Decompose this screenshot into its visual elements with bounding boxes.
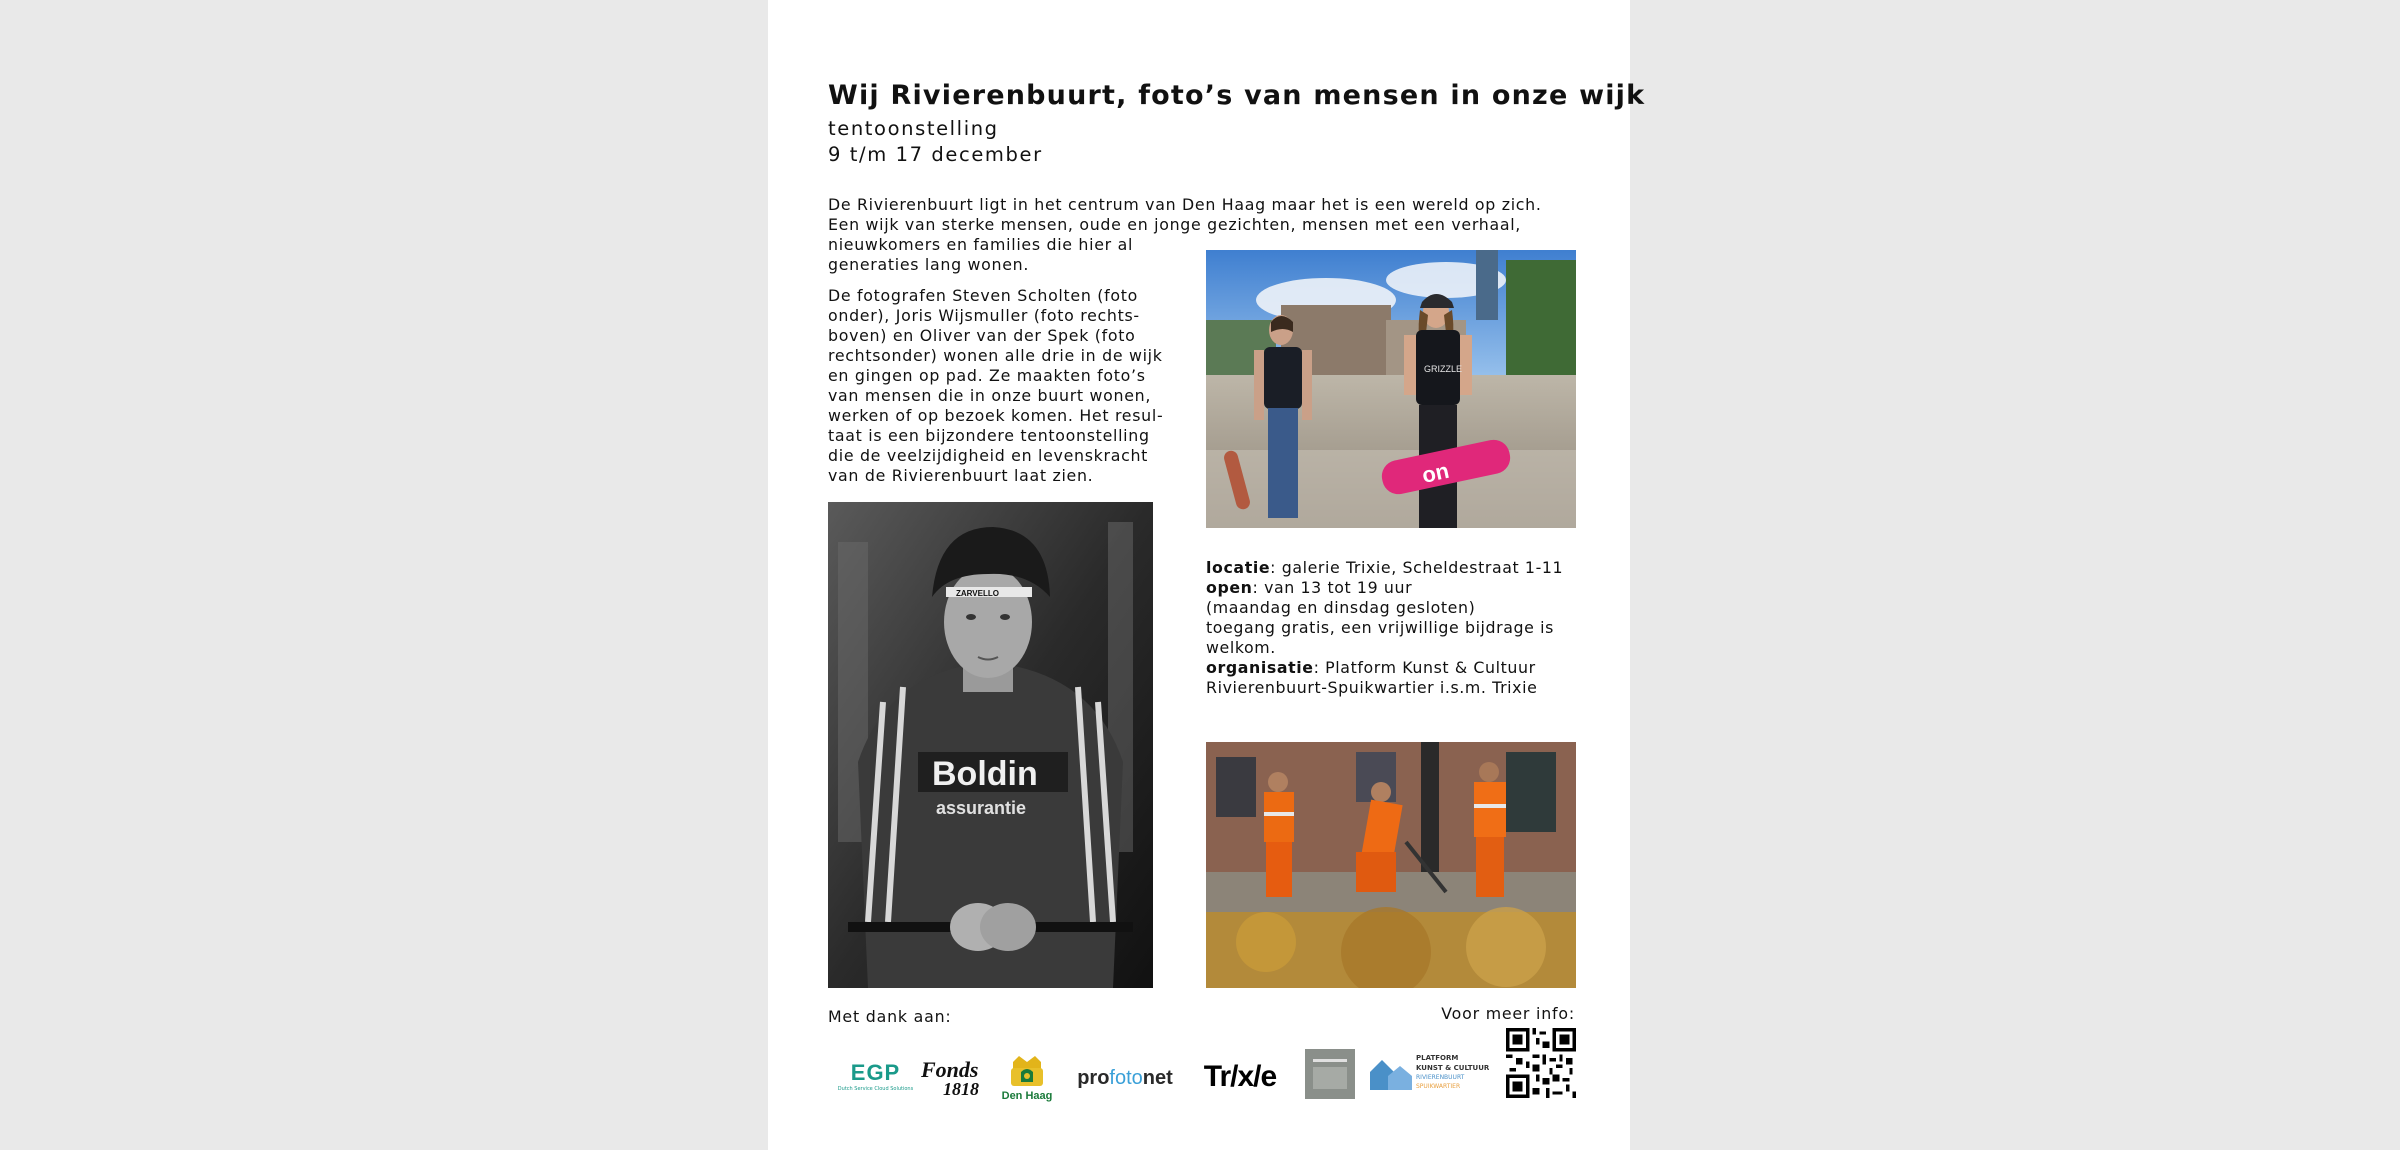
open-value: : van 13 tot 19 uur <box>1252 578 1413 597</box>
location-value: : galerie Trixie, Scheldestraat 1-11 <box>1270 558 1564 577</box>
photographers-paragraph: De fotografen Steven Scholten (foto onder), Joris Wijsmuller (foto rechts-boven) en Oliver van der Spek (foto rechtsonder) wonen alle drie in de wijk en gingen op pad. Ze maakten foto’s van mensen die in onze buurt wonen, werken of op bezoek komen. Het resul-taat is een bijzondere tentoonstelling die de veelzijdigheid en levenskracht van de Rivierenbuurt laat zien. <box>828 286 1164 485</box>
pkc-line1: PLATFORM <box>1416 1054 1459 1062</box>
poster-dates: 9 t/m 17 december <box>828 143 1043 166</box>
poster-page <box>768 0 1646 1150</box>
photo-skateboarders <box>1206 250 1576 528</box>
shirt-text: GRIZZLE <box>1424 364 1463 374</box>
helmet-text: ZARVELLO <box>956 589 999 598</box>
svg-text:on: on <box>1419 457 1452 488</box>
profotonet-logo <box>1070 1062 1180 1094</box>
org-label: organisatie <box>1206 658 1314 677</box>
location-label: locatie <box>1206 558 1271 577</box>
info-organisation <box>1206 658 1596 698</box>
profotonet-part3: net <box>1142 1066 1173 1089</box>
egp-logo-subtext: Dutch Service Cloud Solutions <box>837 1086 914 1092</box>
bbs-logo <box>1305 1049 1355 1099</box>
info-open <box>1206 578 1596 598</box>
profotonet-part1: pro <box>1077 1066 1110 1089</box>
platform-kunst-cultuur-logo <box>1370 1052 1490 1096</box>
info-location <box>1206 558 1596 578</box>
jersey-subtext: assurantie <box>936 798 1027 818</box>
pkc-line2: KUNST & CULTUUR <box>1416 1064 1490 1072</box>
egp-logo <box>833 1052 918 1100</box>
pkc-houses-icon <box>1370 1058 1412 1090</box>
pkc-line3: RIVIERENBUURT <box>1416 1074 1465 1081</box>
photo-street-workers <box>1206 742 1576 988</box>
den-haag-crest-icon <box>1007 1054 1047 1090</box>
trixie-logo <box>1190 1058 1290 1096</box>
info-entry: toegang gratis, een vrijwillige bijdrage is welkom. <box>1206 618 1554 657</box>
jersey-text: Boldin <box>932 755 1038 793</box>
poster-subtitle: tentoonstelling <box>828 117 999 140</box>
intro-line: generaties lang wonen. <box>828 255 1030 274</box>
intro-line: De Rivierenbuurt ligt in het centrum van Den Haag maar het is een wereld op zich. <box>828 195 1542 214</box>
profotonet-part2: foto <box>1109 1066 1143 1089</box>
qr-code[interactable] <box>1506 1028 1576 1098</box>
thanks-label: Met dank aan: <box>828 1007 952 1026</box>
fonds-1818-logo <box>921 1056 993 1102</box>
org-value: : Platform Kunst & Cultuur Rivierenbuurt-Spuikwartier i.s.m. Trixie <box>1206 658 1538 697</box>
trixie-logo-text: Tr/x/e <box>1203 1060 1277 1093</box>
den-haag-logo-text: Den Haag <box>1001 1090 1053 1102</box>
more-info-label: Voor meer info: <box>1441 1004 1575 1023</box>
egp-logo-text: EGP <box>850 1060 901 1085</box>
den-haag-logo <box>998 1050 1056 1106</box>
intro-line: nieuwkomers en families die hier al <box>828 235 1134 254</box>
poster-title: Wij Rivierenbuurt, foto’s van mensen in onze wijk <box>828 80 1646 111</box>
info-closed: (maandag en dinsdag gesloten) <box>1206 598 1476 617</box>
open-label: open <box>1206 578 1253 597</box>
photo-cyclist <box>828 502 1153 988</box>
intro-line: Een wijk van sterke mensen, oude en jonge gezichten, mensen met een verhaal, <box>828 215 1522 234</box>
event-info <box>1206 558 1596 698</box>
fonds-logo-text: Fonds <box>921 1057 979 1082</box>
fonds-logo-year: 1818 <box>943 1079 979 1099</box>
pkc-line4: SPUIKWARTIER <box>1416 1083 1461 1090</box>
